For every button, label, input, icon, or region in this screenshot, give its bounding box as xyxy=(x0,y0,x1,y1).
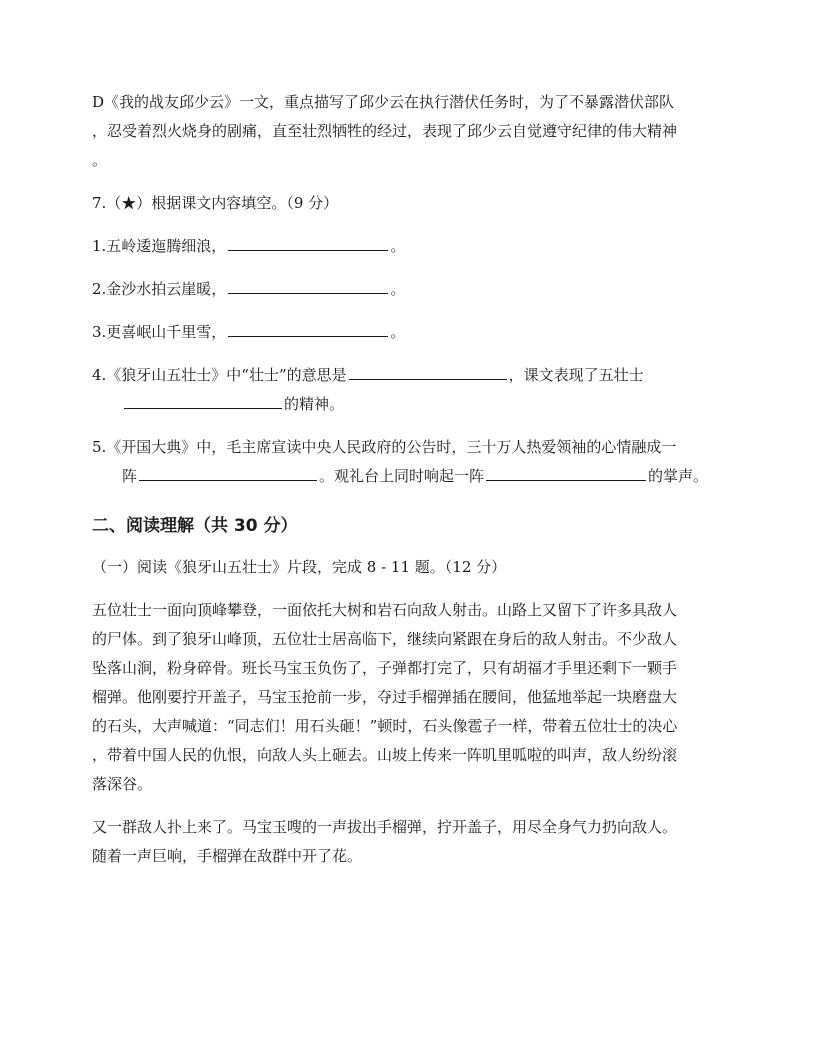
paragraph-line: 的尸体。到了狼牙山峰顶，五位壮士居高临下，继续向紧跟在身后的敌人射击。不少敌人 xyxy=(92,630,678,648)
document-page xyxy=(92,88,724,871)
fill-item-suffix: 。 xyxy=(390,323,406,341)
paragraph-line: 五位壮士一面向顶峰攀登，一面依托大树和岩石向敌人射击。山路上又留下了许多具敌人 xyxy=(92,601,678,619)
fill-item-prefix: 2.金沙水拍云崖暖， xyxy=(92,280,227,298)
fill-item-suffix: 。 xyxy=(390,280,406,298)
fill-item-2 xyxy=(92,275,724,304)
section-title: 二、阅读理解（共 30 分） xyxy=(92,516,298,536)
paragraph-line: 坠落山涧，粉身碎骨。班长马宝玉负伤了，子弹都打完了，只有胡福才手里还剩下一颗手 xyxy=(92,659,678,677)
fill-item-4 xyxy=(92,361,724,390)
paragraph-line: 榴弹。他刚要拧开盖子，马宝玉抢前一步，夺过手榴弹插在腰间，他猛地举起一块磨盘大 xyxy=(92,688,678,706)
answer-blank[interactable] xyxy=(228,275,388,294)
reading-subtitle: （一）阅读《狼牙山五壮士》片段，完成 8 - 11 题。（12 分） xyxy=(92,558,507,576)
paragraph-line: 落深谷。 xyxy=(92,775,153,793)
fill-item-4-cont xyxy=(92,390,724,419)
answer-blank[interactable] xyxy=(486,462,646,481)
answer-blank[interactable] xyxy=(139,462,317,481)
paragraph-line: 又一群敌人扑上来了。马宝玉嗖的一声拔出手榴弹，拧开盖子，用尽全身气力扔向敌人。 xyxy=(92,818,678,836)
fill-item-3 xyxy=(92,318,724,347)
answer-blank[interactable] xyxy=(228,232,388,251)
fill-item-1 xyxy=(92,232,724,261)
fill-item-middle: ，课文表现了五壮士 xyxy=(508,366,644,384)
answer-blank[interactable] xyxy=(349,361,507,380)
option-d xyxy=(92,88,724,175)
fill-item-prefix: 3.更喜岷山千里雪， xyxy=(92,323,227,341)
answer-blank[interactable] xyxy=(228,318,388,337)
fill-item-prefix: 阵 xyxy=(122,467,138,485)
option-d-line: ，忍受着烈火烧身的剧痛，直至壮烈牺牲的经过，表现了邱少云自觉遵守纪律的伟大精神 xyxy=(92,122,678,140)
fill-item-5-cont xyxy=(92,462,724,491)
reading-paragraph-1 xyxy=(92,596,724,799)
paragraph-line: 随着一声巨响，手榴弹在敌群中开了花。 xyxy=(92,847,363,865)
paragraph-line: 的石头，大声喊道：“同志们！用石头砸！”顿时，石头像雹子一样，带着五位壮士的决心 xyxy=(92,717,678,735)
fill-item-middle: 。观礼台上同时响起一阵 xyxy=(319,467,485,485)
fill-item-prefix: 4.《狼牙山五壮士》中“壮士”的意思是 xyxy=(92,366,347,384)
option-d-line: 。 xyxy=(92,151,108,169)
fill-item-prefix: 1.五岭逶迤腾细浪， xyxy=(92,237,227,255)
fill-item-suffix: 的掌声。 xyxy=(648,467,709,485)
reading-paragraph-2 xyxy=(92,813,724,871)
fill-item-5: 5.《开国大典》中，毛主席宣读中央人民政府的公告时，三十万人热爱领袖的心情融成一 xyxy=(92,438,677,456)
option-d-line: D《我的战友邱少云》一文，重点描写了邱少云在执行潜伏任务时，为了不暴露潜伏部队 xyxy=(92,93,675,111)
paragraph-line: ，带着中国人民的仇恨，向敌人头上砸去。山坡上传来一阵叽里呱啦的叫声，敌人纷纷滚 xyxy=(92,746,678,764)
fill-item-suffix: 的精神。 xyxy=(284,395,345,413)
question-7-title: 7.（★）根据课文内容填空。（9 分） xyxy=(92,194,339,212)
fill-item-suffix: 。 xyxy=(390,237,406,255)
answer-blank[interactable] xyxy=(124,390,282,409)
